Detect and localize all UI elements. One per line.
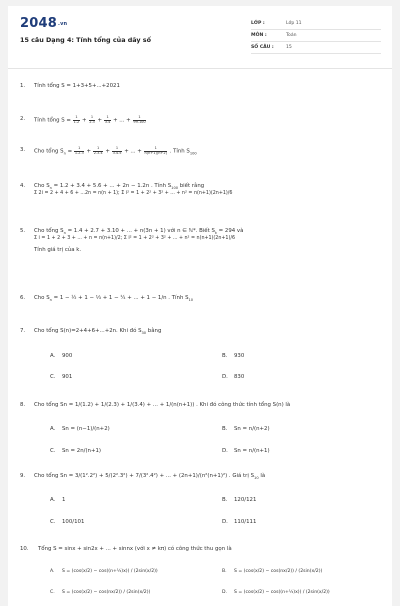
question-9: 9. Cho tổng Sn = 3/(1².2²) + 5/(2².3²) + 7/(3².4²) + ... + (2n+1)/(n²(n+1)²) . Giá trị $S_{10}$ là bbox=[20, 473, 266, 481]
fraction: $\frac{1}{2.3}$ bbox=[89, 115, 95, 124]
worksheet-page bbox=[8, 6, 392, 606]
fraction: $\frac{1}{3.4.5}$ bbox=[112, 146, 122, 155]
answer-option-b[interactable]: B. S = (cos(x/2) − cos(nx/2)) / (2sin(x/2)) bbox=[222, 569, 323, 574]
answer-option-c[interactable]: C. S = (cos(x/2) − cos(nx/2)) / (2sin(x/2)) bbox=[50, 590, 151, 595]
answer-option-d[interactable]: D. 110/111 bbox=[222, 519, 257, 525]
fraction: $\frac{1}{3.4}$ bbox=[104, 115, 111, 124]
meta-row-count: SỐ CÂU : 15 bbox=[251, 42, 381, 54]
answer-option-d[interactable]: D. Sn = n/(n+1) bbox=[222, 448, 270, 454]
question-5: 5. Cho tổng $S_n = 1.4 + 2.7 + 3.10$ + ... + n(3n + 1) với n ∈ ℕ*. Biết $S_k = 294$ và Σ i = 1 + 2 + 3 + ... + n = n(n+1)/2; Σ i² = 1 + 2² + 3² + ... + n² = n(n+1)(2n+1)/6 Tính giá trị của k. bbox=[20, 228, 244, 254]
meta-row-class: LỚP : Lớp 11 bbox=[251, 18, 381, 30]
answer-option-b[interactable]: B. 930 bbox=[222, 353, 245, 359]
fraction: $\frac{1}{1.2}$ bbox=[73, 115, 80, 124]
fraction: $\frac{1}{2.3.4}$ bbox=[93, 146, 103, 155]
page-title: 15 câu Dạng 4: Tính tổng của dãy số bbox=[20, 36, 152, 44]
answer-option-a[interactable]: A. 1 bbox=[50, 497, 66, 503]
meta-table bbox=[251, 18, 381, 54]
answer-option-a[interactable]: A. S = (cos(x/2) − cos((n+½)x)) / (2sin(x/2)) bbox=[50, 569, 158, 574]
answer-option-c[interactable]: C. 100/101 bbox=[50, 519, 85, 525]
fraction: $\frac{1}{n(n+1)(n+2)}$ bbox=[144, 146, 167, 155]
question-8: 8. Cho tổng Sn = 1/(1.2) + 1/(2.3) + 1/(3.4) + ... + 1/(n(n+1)) . Khi đó công thức tính tổng S(n) là bbox=[20, 402, 291, 408]
question-7: 7. Cho tổng S(n)=2+4+6+...+2n. Khi đó $S_{30}$ bằng bbox=[20, 328, 162, 336]
answer-option-d[interactable]: D. S = (cos(x/2) − cos((n+½)x)) / (2sin(x/2)) bbox=[222, 590, 330, 595]
answer-option-a[interactable]: A. 900 bbox=[50, 353, 73, 359]
answer-option-a[interactable]: A. Sn = (n−1)/(n+2) bbox=[50, 426, 110, 432]
brand-logo[interactable]: 2048.vn bbox=[20, 16, 68, 31]
answer-option-b[interactable]: B. 120/121 bbox=[222, 497, 257, 503]
question-3: 3. Cho tổng $S_n$ = $\frac{1}{1.2.3}$ + $\frac{1}{2.3.4}$ + $\frac{1}{3.4.5}$ + ... + $\frac{1}{n(n+1)(n+2)}$ . Tính $S_{100}$ bbox=[20, 146, 197, 156]
fraction: $\frac{1}{99.100}$ bbox=[133, 115, 146, 124]
question-2: 2. Tính tổng S = $\frac{1}{1.2}$ + $\frac{1}{2.3}$ + $\frac{1}{3.4}$ + ... + $\frac{1}{99.100}$ bbox=[20, 115, 146, 124]
answer-option-d[interactable]: D. 830 bbox=[222, 374, 245, 380]
question-6: 6. Cho $S_n = 1$ − ½ + 1 − ⅓ + 1 − ¼ + ... + 1 − 1/n . Tính $S_{10}$ bbox=[20, 295, 194, 303]
header-divider bbox=[8, 68, 392, 69]
meta-row-subject: MÔN : Toán bbox=[251, 30, 381, 42]
worksheet-header bbox=[8, 6, 392, 60]
question-1: 1. Tính tổng S = 1+3+5+...+2021 bbox=[20, 83, 120, 89]
fraction: $\frac{1}{1.2.3}$ bbox=[74, 146, 84, 155]
question-4: 4. Cho $S_n = 1.2 + 3.4 + 5.6$ + ... + 2n − 1.2n . Tính $S_{100}$ biết rằng Σ 2i = 2 + 4 + 6 + ...2n = n(n + 1); Σ i² = 1 + 2² + 3² + ... + n² = n(n+1)(2n+1)/6 bbox=[20, 183, 233, 196]
question-10: 10. Tổng S = sinx + sin2x + ... + sinnx (với x ≠ kπ) có công thức thu gọn là bbox=[20, 546, 232, 552]
answer-option-b[interactable]: B. Sn = n/(n+2) bbox=[222, 426, 270, 432]
answer-option-c[interactable]: C. 901 bbox=[50, 374, 73, 380]
answer-option-c[interactable]: C. Sn = 2n/(n+1) bbox=[50, 448, 102, 454]
